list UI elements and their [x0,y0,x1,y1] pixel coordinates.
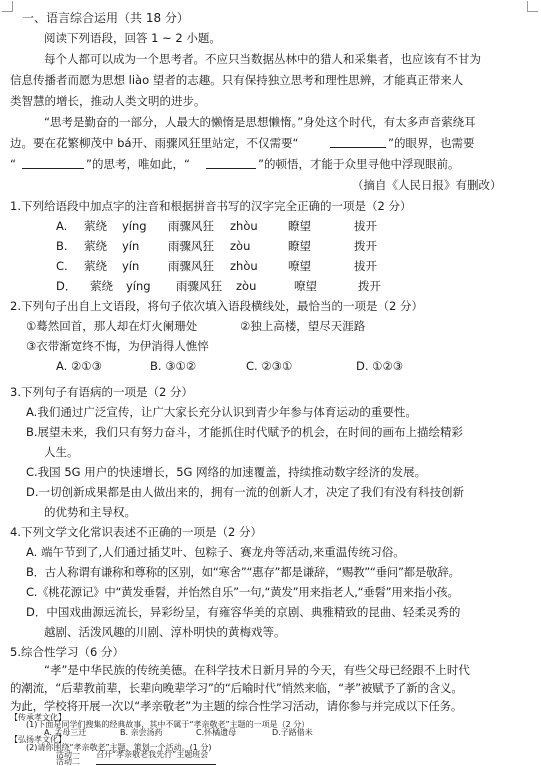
passage-line [0,49,541,69]
option-text: A.我们通过广泛宣传，让广大家长充分认识到青少年参与体育运动的重要性。 [26,405,417,419]
q5-intro-text: 为此，学校将开展一次以“孝亲敬老”为主题的综合性学习活动，请你参与并完成以下任务。 [10,699,463,713]
option-pinyin: zòu [230,239,251,253]
option-word: 萦绕 [90,279,113,293]
activity-text: 召开“孝亲敬老我先行”主题班会 [96,750,209,759]
q3-option-b-cont [0,442,541,462]
option-pinyin: zhòu [230,259,258,273]
q3-option-d[interactable] [0,482,541,502]
option-letter: A. [56,219,68,233]
q3-option-d-cont [0,502,541,522]
q2-option-c[interactable]: C. ②③① [246,359,293,373]
source-line [0,175,541,195]
q2-option-b[interactable]: B. ③①② [150,359,197,373]
q4-option-b[interactable] [0,562,541,582]
option-word: 嘹望 [288,259,311,273]
option-pinyin: yín [122,239,140,253]
section-heading: 【弘扬孝文化】 [10,735,66,745]
q4-option-a[interactable] [0,542,541,562]
q2-item: ②独上高楼，望尽天涯路 [240,319,366,333]
option-text: D．中国戏曲源远流长，异彩纷呈，有雍容华美的京剧、典雅精致的昆曲、轻柔灵秀的 [26,605,461,619]
question-5-stem [0,642,541,662]
q2-items-line [0,336,541,356]
subquestion-stem: (2)请你围绕“孝亲敬老”主题，策划一个活动。(1 分) [26,742,212,752]
passage-text: 信息传播者而愿为思想 liào 望者的志趣。只有保持独立思考和理性思辨，才能真正带来人 [10,73,464,87]
option-pinyin: yín [122,259,140,273]
question-stem: 5.综合性学习（6 分） [10,645,124,659]
option-word: 雨骤风狂 [168,239,214,253]
option-pinyin: zhòu [230,219,258,233]
section-header-line [0,8,541,28]
question-4-stem [0,522,541,542]
q1-option-a[interactable] [0,216,541,236]
q2-options-line [0,356,541,376]
q4-option-d[interactable] [0,602,541,622]
q5-intro-text: “孝”是中华民族的传统美德。在科学技术日新月异的今天，有些父母已经跟不上时代 [44,663,470,677]
reading-intro-line [0,28,541,48]
q2-items-line [0,316,541,336]
option-letter: D． [56,279,77,293]
q5-intro-line [0,678,541,698]
passage-line [0,70,541,90]
passage-text: “思考是勤奋的一部分，人最大的懒惰是思想懒惰。”身处这个时代，有太多声音萦绕耳 [44,115,476,129]
passage-text: “ [10,157,16,171]
option-letter: C. [56,259,68,273]
option-text: 人生。 [44,445,79,459]
passage-line-with-blank [0,133,541,153]
option-word: 瞭望 [288,239,311,253]
q3-option-c[interactable] [0,462,541,482]
activity-2-answer-blank[interactable] [96,757,216,765]
activity-label: 活动二 [56,757,80,766]
q3-option-a[interactable] [0,402,541,422]
passage-text: ”的眼界，也需要 [388,136,475,150]
q2-item: ③衣带渐宽终不悔，为伊消得人憔悴 [26,339,209,353]
option-word: 萦绕 [84,219,107,233]
sub1-option-a[interactable]: A. 孟母三迁 [44,727,87,737]
option-letter: B. [56,239,68,253]
question-3-stem [0,382,541,402]
section-heading: 【传承孝文化】 [10,713,66,722]
option-text: A. 端午节到了,人们通过插艾叶、包粽子、赛龙舟等活动,来重温传统习俗。 [26,545,405,559]
question-stem: 2.下列句子出自上文语段，将句子依次填入语段横线处，最恰当的一项是（2 分） [10,299,423,313]
option-text: 的优势和主导权。 [44,505,136,519]
passage-source: （摘自《人民日报》有删改） [352,178,502,192]
reading-intro: 阅读下列语段，回答 1 ~ 2 小题。 [44,31,221,45]
q2-item: ①蓦然回首，那人却在灯火阑珊处 [26,319,198,333]
option-text: B.展望未来，我们只有努力奋斗，才能抓住时代赋予的机会，在时间的画布上描绘精彩 [26,425,464,439]
option-text: 越剧、活泼风趣的川剧、淳朴明快的黄梅戏等。 [44,625,286,639]
section-header: 一、语言综合运用（共 18 分） [22,11,189,25]
option-word: 拨开 [358,279,381,293]
sub1-option-d[interactable]: D.子路借米 [272,727,313,737]
option-word: 拔开 [354,259,377,273]
passage-text: ”的顿悟，才能于众里寻他中浮现眼前。 [258,157,460,171]
option-word: 萦绕 [84,259,107,273]
question-stem: 1.下列给语段中加点字的注音和根据拼音书写的汉字完全正确的一项是（2 分） [10,199,412,213]
option-pinyin: yíng [126,279,151,293]
q3-option-b[interactable] [0,422,541,442]
q4-option-c[interactable] [0,582,541,602]
option-word: 雨骤风狂 [176,279,222,293]
option-word: 瞭望 [288,219,311,233]
option-word: 嘹望 [294,279,317,293]
q1-option-d[interactable] [0,276,541,296]
sub1-option-c[interactable]: C.怀橘遗母 [196,727,237,737]
option-text: D.一切创新成果都是由人做出来的，拥有一流的创新人才，决定了我们有没有科技创新 [26,485,465,499]
q2-option-d[interactable]: D. ①②③ [356,359,404,373]
option-word: 拨开 [354,239,377,253]
passage-line [0,91,541,111]
passage-text: ”的思考，唯如此，“ [86,157,190,171]
q5-intro-text: 的潮流，“后辈教前辈，长辈向晚辈学习”的“后喻时代”悄然来临，“孝”被赋予了新的含义。 [10,681,463,695]
option-text: C.《桃花源记》中“黄发垂髫，并怡然自乐”一句,“黄发”用来指老人,“垂髫”用来指小孩。 [26,585,459,599]
option-text: B．古人称谓有谦称和尊称的区别，如“寒舍”“惠存”都是谦辞，“赐教”“垂问”都是敬辞。 [26,565,460,579]
passage-line-with-blank [0,154,541,174]
q5-intro-line [0,660,541,680]
option-text: C.我国 5G 用户的快速增长，5G 网络的加速覆盖，持续推动数字经济的发展。 [26,465,427,479]
passage-text: 每个人都可以成为一个思考者。不应只当数据丛林中的猎人和采集者，也应该有不甘为 [44,52,481,66]
passage-line [0,112,541,132]
sub1-option-b[interactable]: B. 亲尝汤药 [120,727,163,737]
passage-text: 类智慧的增长，推动人类文明的进步。 [10,94,206,108]
question-stem: 3.下列句子有语病的一项是（2 分） [10,385,193,399]
passage-text: 边。要在花繁柳茂中 bá开、雨骤风狂里站定，不仅需要“ [10,136,299,150]
question-1-stem [0,196,541,216]
option-word: 萦绕 [84,239,107,253]
question-stem: 4.下列文学文化常识表述不正确的一项是（2 分） [10,525,262,539]
subquestion-stem: (1)下面是同学们搜集的经典故事，其中不属于“孝亲敬老”主题的一项是（2 分） [26,720,310,730]
option-pinyin: yíng [122,219,147,233]
option-pinyin: zòu [236,279,257,293]
answer-blank-1[interactable] [330,135,386,148]
question-2-stem [0,296,541,316]
option-word: 雨骤风狂 [168,259,214,273]
answer-blank-2[interactable] [22,156,84,169]
option-word: 雨骤风狂 [168,219,214,233]
q4-option-d-cont [0,622,541,642]
q1-option-c[interactable] [0,256,541,276]
option-word: 拔开 [354,219,377,233]
activity-label: 活动一 [56,750,80,759]
q2-option-a[interactable]: A. ②①③ [56,359,102,373]
q1-option-b[interactable] [0,236,541,256]
answer-blank-3[interactable] [206,156,256,169]
